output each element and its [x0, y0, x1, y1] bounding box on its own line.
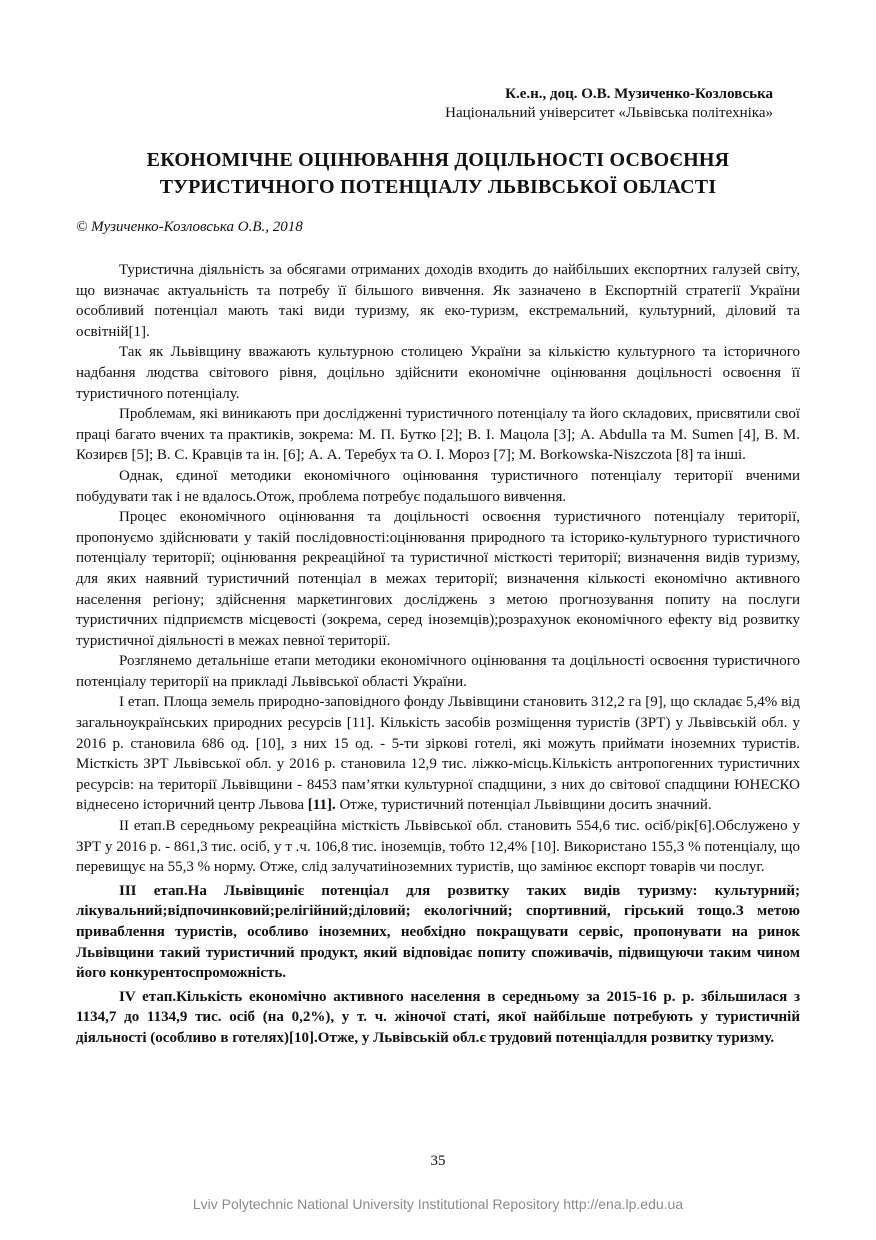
paper-title — [75, 147, 801, 201]
paragraph: Так як Львівщину вважають культурною столицею України за кількістю культурного та історичного надбання людства світового рівня, доцільно здійснити економічне оцінювання доцільності освоєння її туристичного потенціалу. — [76, 344, 800, 402]
page-number: 35 — [430, 1153, 446, 1169]
author-line: К.е.н., доц. О.В. Музиченко-Козловська — [505, 86, 773, 102]
paragraph-stage-2: II етап.В середньому рекреаційна місткість Львівської обл. становить 554,6 тис. осіб/рік[6].Обслужено у ЗРТ у 2016 р. - 861,3 тис. осіб, у т .ч. 106,8 тис. іноземців, тобто 12,4% [10]. Використано 155,3 % потенціалу, що перевищує на 55,3 % норму. Отже, слід залучатиіноземних туристів, що замінює експорт товарів чи послуг. — [76, 818, 800, 876]
paragraph-stage-1 — [76, 692, 800, 816]
paragraph: Проблемам, які виникають при дослідженні туристичного потенціалу та його складових, присвятили свої праці багато вчених та практиків, зокрема: М. П. Бутко [2]; В. І. Мацола [3]; A. Abdulla та M. Sumen [4], В. М. Козирєв [5]; В. С. Кравців та ін. [6]; А. А. Теребух та О. І. Мороз [7]; M. Borkowska-Niszczota [8] та інші. — [76, 406, 800, 464]
title-line-1: ЕКОНОМІЧНЕ ОЦІНЮВАННЯ ДОЦІЛЬНОСТІ ОСВОЄННЯ — [146, 149, 730, 171]
paragraph: Розглянемо детальніше етапи методики економічного оцінювання та доцільності освоєння туристичного потенціалу території на прикладі Львівської області України. — [76, 653, 800, 690]
repository-link[interactable]: http://ena.lp.edu.ua — [563, 1196, 684, 1212]
paragraph-stage-3: III етап.На Львівщинiє потенціал для розвитку таких видів туризму: культурний; лікувальний;відпочинковий;релігійний;діловий; екологічний; спортивний, гірський тощо.З метою приваблення туристів, особливо іноземних, необхідно покращувати сервіс, пропонувати на ринок Львівщини такий туристичний продукт, який відповідає попиту споживачів, підвищуючи таким чином його конкурентоспроможність. — [76, 882, 800, 982]
paragraph: Процес економічного оцінювання та доцільності освоєння туристичного потенціалу території, пропонуємо здійснювати у такій послідовності:оцінювання природного та історико-культурного туристичного потенціалу території; оцінювання рекреаційної та туристичної місткості території; визначення видів туризму, для яких наявний туристичний потенціал в межах території; визначення кількості економічно активного населення регіону; здійснення маркетингових досліджень з метою прогнозування попиту на послуги туристичних підприємств місцевості (зокрема, серед іноземців);розрахунок економічного ефекту від розвитку туристичної діяльності в межах певної території. — [76, 509, 800, 649]
body-text — [76, 260, 800, 1049]
reference-bold: [11]. — [307, 797, 336, 814]
copyright-note: © Музиченко-Козловська О.В., 2018 — [76, 219, 303, 235]
paragraph-stage-4: IV етап.Кількість економічно активного населення в середньому за 2015-16 р. р. збільшилася з 1134,7 до 1134,9 тис. осіб (на 0,2%), у т. ч. жіночої статі, якої найбільше потребують у туристичній діяльності (особливо в готелях)[10].Отже, у Львівській обл.є трудовий потенціалдля розвитку туризму. — [76, 988, 800, 1046]
repository-footer — [0, 1196, 876, 1212]
affiliation-line: Національний університет «Львівська політехніка» — [445, 105, 773, 121]
paragraph: Туристична діяльність за обсягами отриманих доходів входить до найбільших експортних галузей світу, що визначає актуальність та потребу її більшого вивчення. Як зазначено в Експортній стратегії України особливий потенціал мають такі види туризму, як еко-туризм, екстремальний, культурний, діловий та освітній[1]. — [76, 262, 800, 340]
stage-1-text: І етап. Площа земель природно-заповідного фонду Львівщини становить 312,2 га [9], що складає 5,4% від загальноукраїнських природних ресурсів [11]. Кількість засобів розміщення туристів (ЗРТ) у Львівській обл. у 2016 р. становила 686 од. [10], з них 15 од. - 5-ти зіркові готелі, які можуть приймати іноземних туристів. Місткість ЗРТ Львівської обл. у 2016 р. становила 12,9 тис. ліжко-місць.Кількість антропогенних туристичних ресурсів: на території Львівщини - 8453 пам’ятки культурної спадщини, з них до світової спадщини ЮНЕСКО віднесено історичний центр Львова — [76, 694, 800, 814]
title-line-2: ТУРИСТИЧНОГО ПОТЕНЦІАЛУ ЛЬВІВСЬКОЇ ОБЛАСТІ — [159, 176, 717, 198]
footer-text: Lviv Polytechnic National University Institutional Repository — [192, 1196, 560, 1212]
stage-1-conclusion: Отже, туристичний потенціал Львівщини досить значний. — [339, 797, 712, 814]
paragraph: Однак, єдиної методики економічного оцінювання туристичного потенціалу території вченими побудувати так і не вдалось.Отож, проблема потребує подальшого вивчення. — [76, 467, 800, 505]
